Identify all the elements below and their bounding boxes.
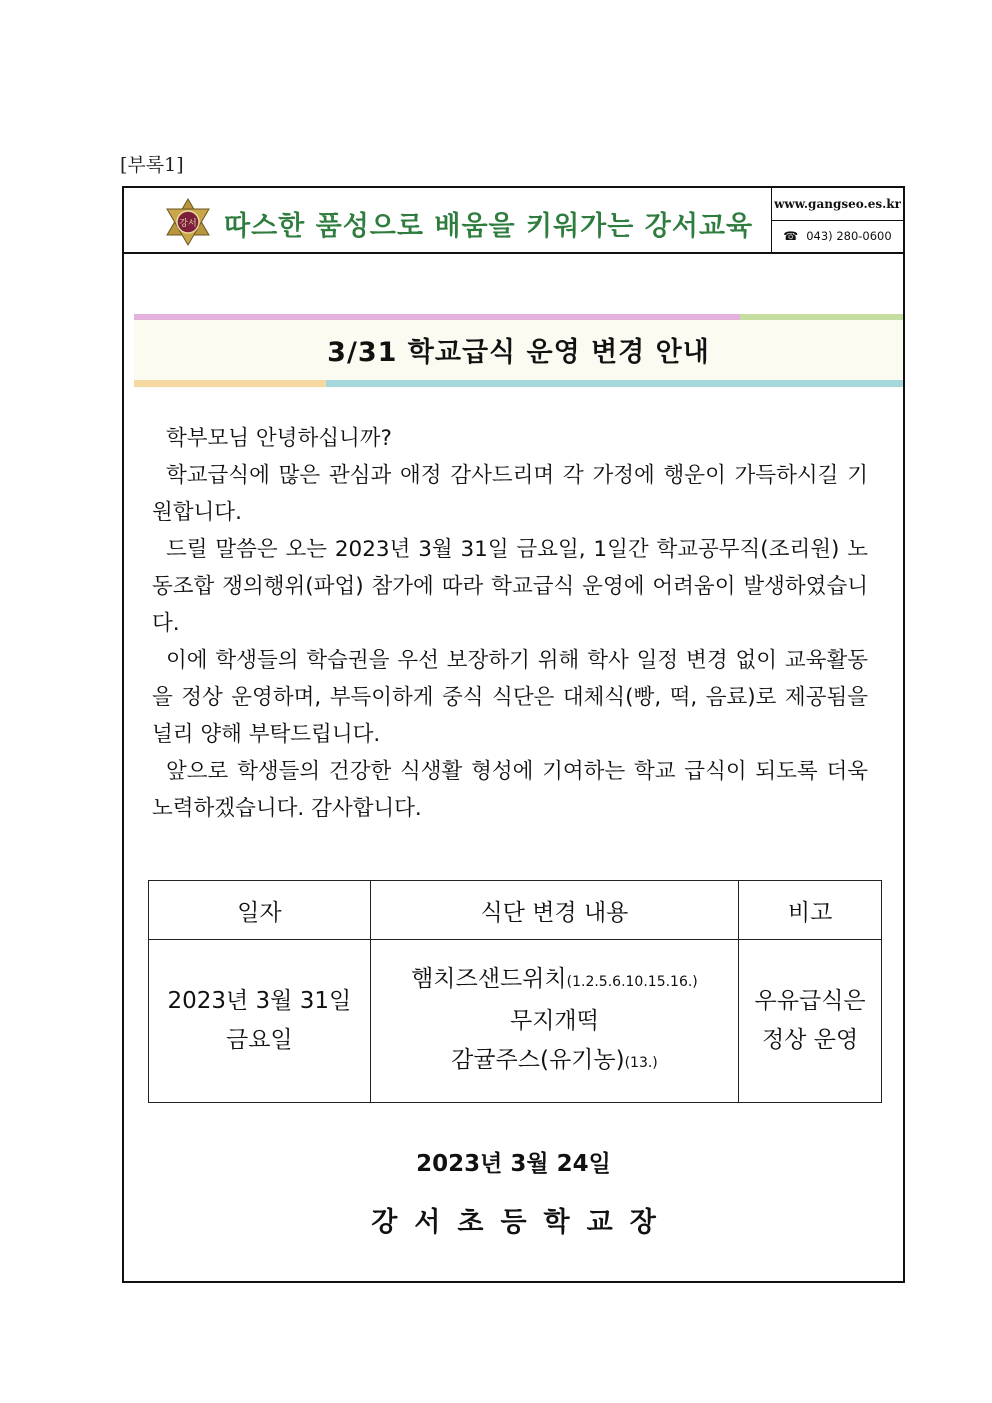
notice-title: 3/31 학교급식 운영 변경 안내 xyxy=(327,337,710,368)
school-emblem-icon xyxy=(164,198,212,246)
menu-item-name: 감귤주스(유기농) xyxy=(451,1046,625,1073)
notice-frame xyxy=(122,186,905,1283)
menu-change-table xyxy=(148,880,882,1103)
note-line-1: 우유급식은 xyxy=(754,988,866,1014)
date-line-2: 금요일 xyxy=(226,1027,293,1053)
signature: 강서초등학교장 xyxy=(371,1207,673,1238)
band-stripe-top-left xyxy=(134,314,740,320)
phone-number: 043) 280-0600 xyxy=(806,229,892,243)
header-menu: 식단 변경 내용 xyxy=(370,881,739,940)
date-line-1: 2023년 3월 31일 xyxy=(167,988,352,1014)
body-paragraph: 이에 학생들의 학습권을 우선 보장하기 위해 학사 일정 변경 없이 교육활동을 정상 운영하며, 부득이하게 중식 식단은 대체식(빵, 떡, 음료)로 제공됨을 널리 양해 부탁드립니다. xyxy=(152,648,868,747)
cell-note xyxy=(739,940,882,1103)
band-stripe-top-right xyxy=(740,314,903,320)
contact-info xyxy=(772,188,903,252)
website-link[interactable]: www.gangseo.es.kr xyxy=(772,188,903,221)
menu-item-name: 무지개떡 xyxy=(510,1007,599,1034)
table-row xyxy=(149,940,882,1103)
header-note: 비고 xyxy=(739,881,882,940)
header-date: 일자 xyxy=(149,881,371,940)
band-stripe-bottom-left xyxy=(134,380,326,387)
cell-date xyxy=(149,940,371,1103)
slogan: 따스한 품성으로 배움을 키워가는 강서교육 xyxy=(224,211,754,242)
letterhead-main xyxy=(124,188,772,252)
emblem-text: 강서 xyxy=(179,219,197,229)
menu-item-allergen: (13.) xyxy=(624,1054,658,1071)
phone-row xyxy=(772,221,903,252)
greeting: 학부모님 안녕하십니까? xyxy=(166,426,392,451)
menu-item-allergen: (1.2.5.6.10.15.16.) xyxy=(566,973,698,990)
body-paragraph: 드릴 말씀은 오는 2023년 3월 31일 금요일, 1일간 학교공무직(조리원) 노동조합 쟁의행위(파업) 참가에 따라 학교급식 운영에 어려움이 발생하였습니다. xyxy=(152,537,868,636)
letterhead xyxy=(124,188,903,254)
cell-menu xyxy=(370,940,739,1103)
title-band xyxy=(134,314,903,388)
menu-item xyxy=(371,960,739,1002)
issue-date: 2023년 3월 24일 xyxy=(416,1151,611,1177)
notice-body xyxy=(152,420,868,827)
menu-item xyxy=(371,1041,739,1083)
menu-item-name: 햄치즈샌드위치 xyxy=(411,965,567,992)
body-paragraph: 앞으로 학생들의 건강한 식생활 형성에 기여하는 학교 급식이 되도록 더욱 노력하겠습니다. 감사합니다. xyxy=(152,759,868,821)
menu-item xyxy=(371,1002,739,1041)
body-paragraph: 학교급식에 많은 관심과 애정 감사드리며 각 가정에 행운이 가득하시길 기원합니다. xyxy=(152,463,868,525)
table-header-row xyxy=(149,881,882,940)
appendix-label: [부록1] xyxy=(120,154,184,176)
note-line-2: 정상 운영 xyxy=(762,1027,859,1053)
band-stripe-bottom-right xyxy=(326,380,903,387)
phone-icon: ☎ xyxy=(783,229,799,243)
